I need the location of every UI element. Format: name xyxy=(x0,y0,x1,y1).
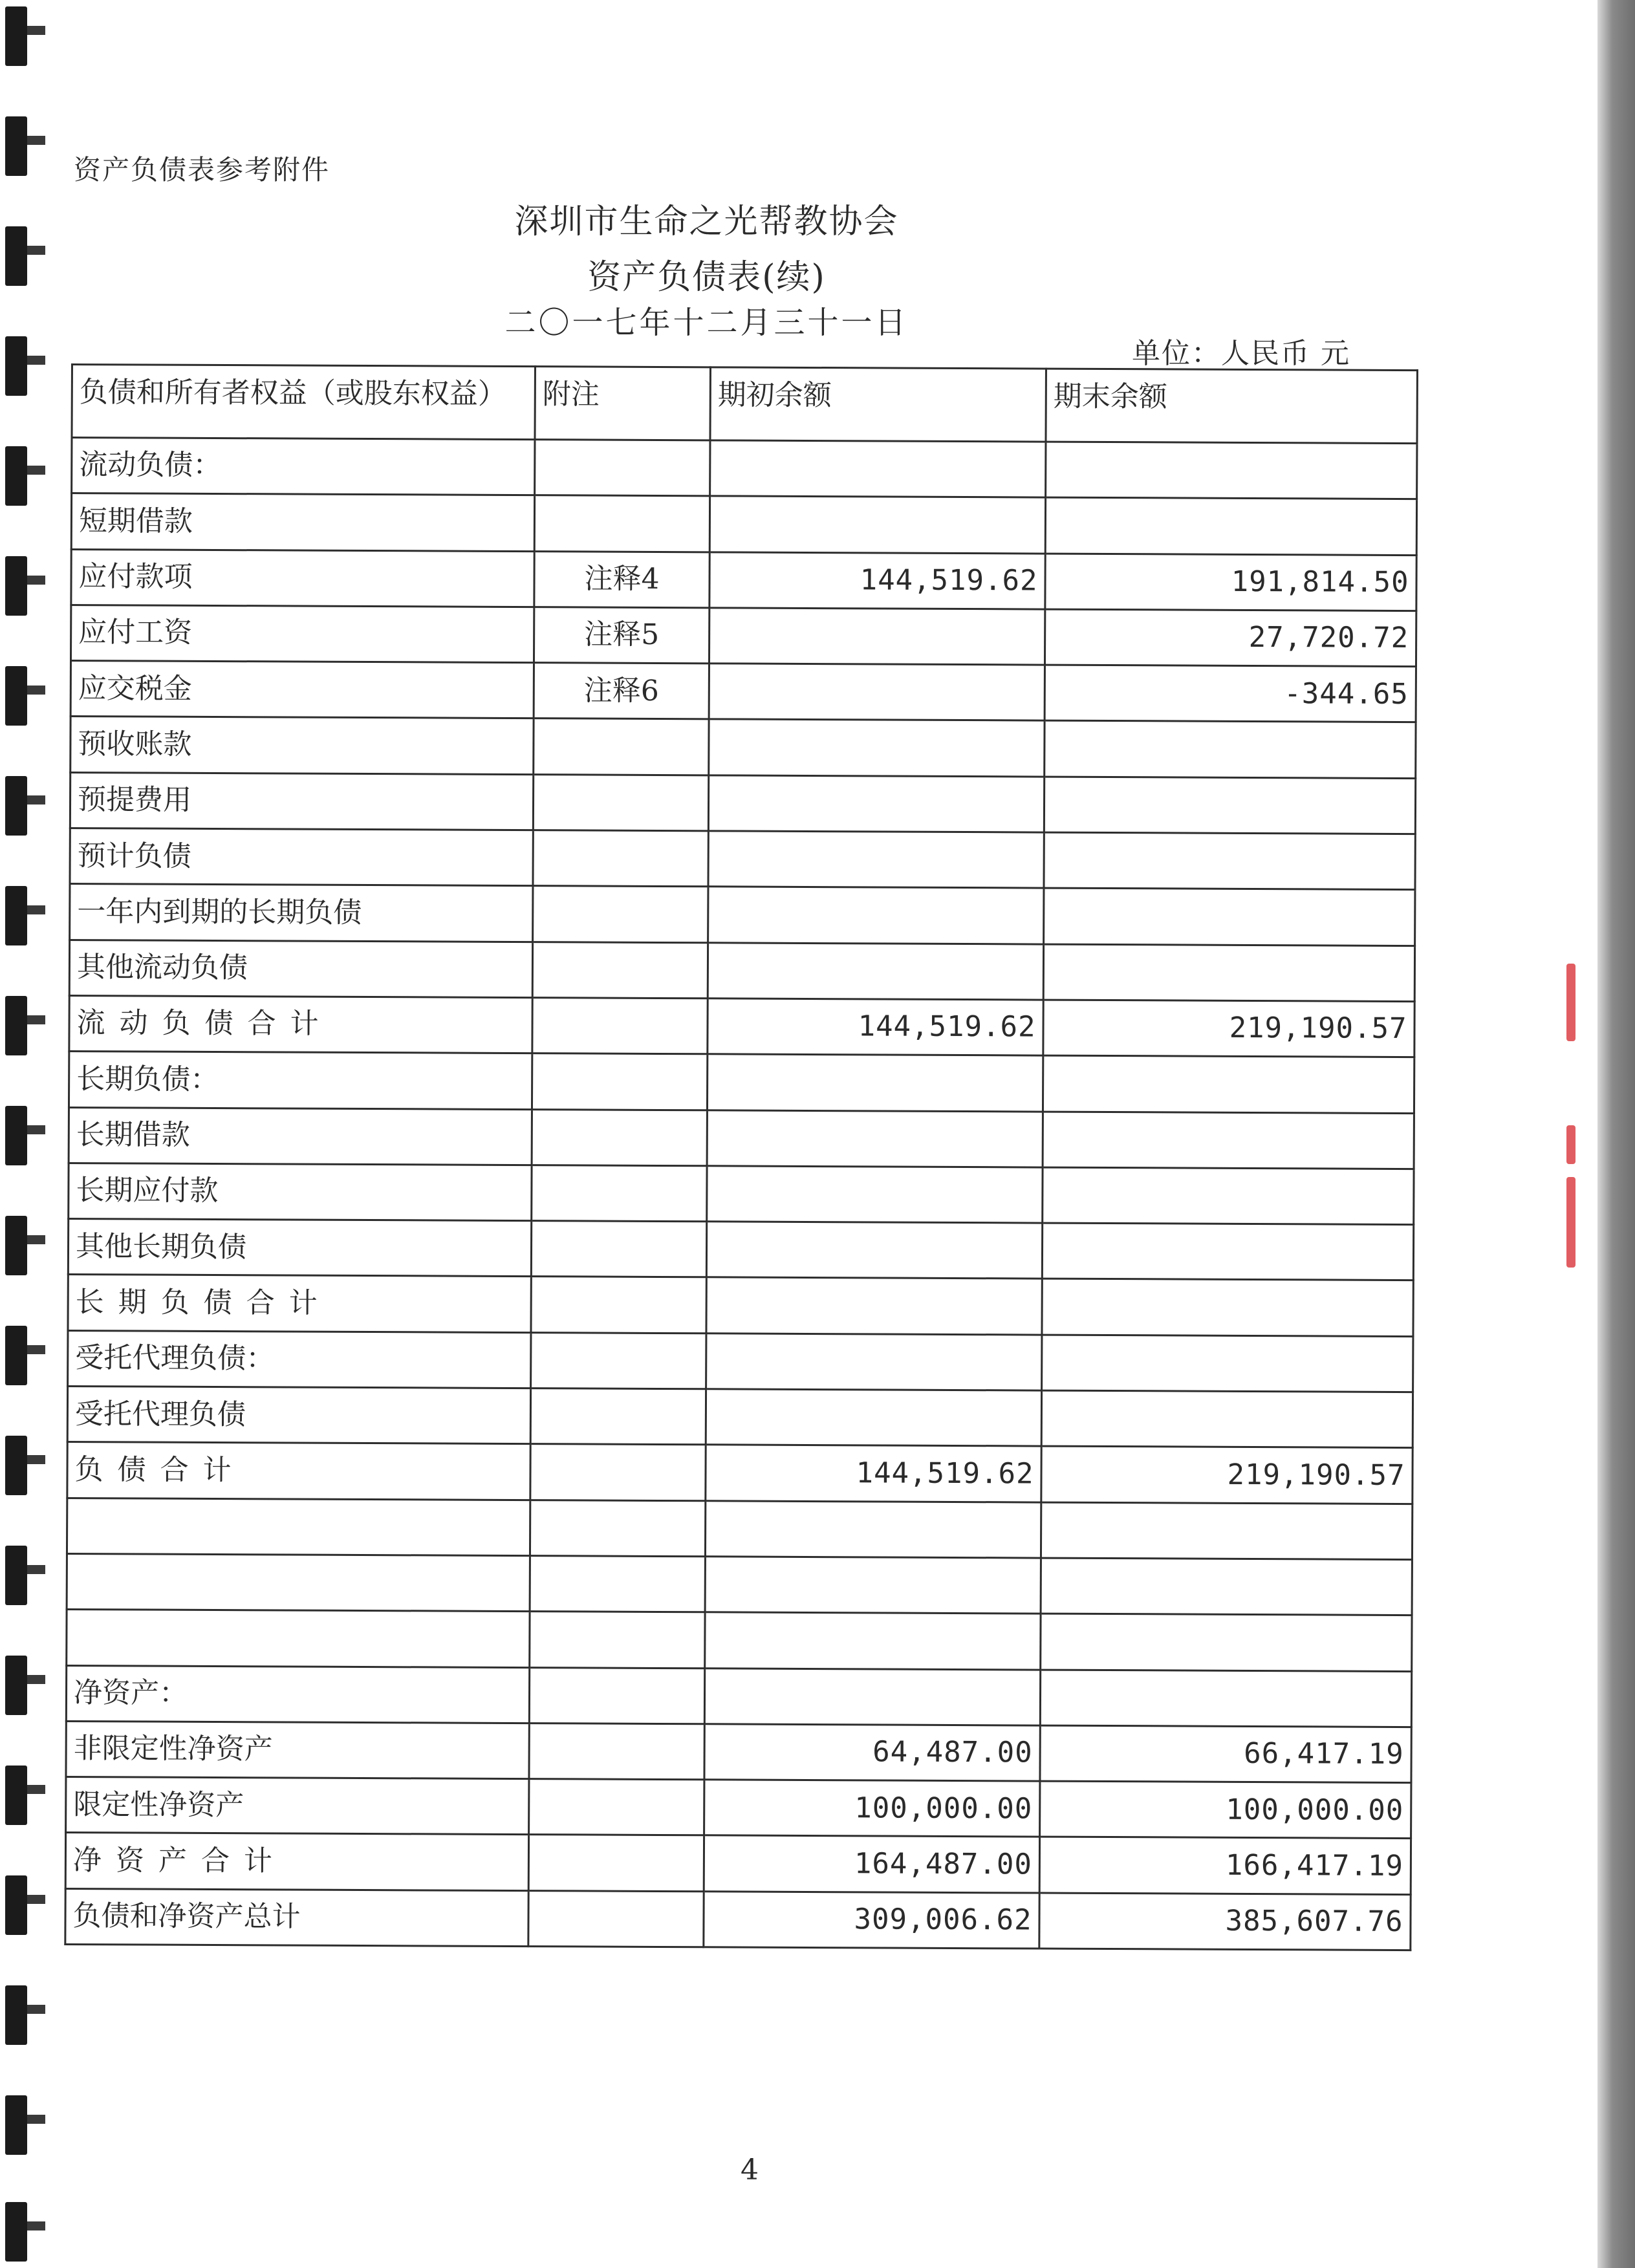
table-row xyxy=(70,884,1415,945)
table-row xyxy=(71,493,1416,555)
row-opening-balance xyxy=(709,719,1045,777)
binding-hole xyxy=(5,1875,27,1935)
row-note xyxy=(530,1388,706,1445)
row-label: 受托代理负债： xyxy=(68,1330,531,1388)
scan-edge-shadow xyxy=(1597,0,1635,2268)
row-note xyxy=(532,1165,707,1221)
row-opening-balance xyxy=(706,1277,1042,1335)
row-label xyxy=(67,1498,530,1555)
row-note xyxy=(535,440,710,496)
table-row xyxy=(67,1498,1412,1559)
table-row xyxy=(70,828,1415,890)
row-opening-balance xyxy=(708,831,1044,889)
binding-hole xyxy=(5,886,27,945)
row-label: 一年内到期的长期负债 xyxy=(70,884,533,942)
report-date: 二〇一七年十二月三十一日 xyxy=(504,305,909,341)
binding-hole xyxy=(5,1106,27,1165)
row-note xyxy=(528,1890,704,1947)
table-row xyxy=(69,1052,1414,1113)
row-closing-balance xyxy=(1040,1670,1411,1727)
row-closing-balance xyxy=(1042,1279,1413,1337)
row-note xyxy=(532,942,708,998)
row-closing-balance xyxy=(1043,1167,1414,1225)
row-closing-balance xyxy=(1041,1390,1413,1448)
table-row xyxy=(69,995,1414,1057)
row-note xyxy=(530,1612,705,1668)
row-closing-balance xyxy=(1045,721,1416,779)
row-closing-balance xyxy=(1041,1502,1412,1560)
row-closing-balance xyxy=(1042,1335,1413,1392)
row-label: 应付工资 xyxy=(70,605,534,662)
row-closing-balance: 100,000.00 xyxy=(1040,1781,1411,1839)
row-note: 注释5 xyxy=(534,607,709,664)
row-closing-balance: -344.65 xyxy=(1045,665,1416,722)
row-label xyxy=(67,1553,530,1611)
binding-hole xyxy=(5,1216,27,1275)
row-label: 其他长期负债 xyxy=(68,1219,531,1277)
row-closing-balance xyxy=(1041,1558,1412,1615)
column-header-opening: 期初余额 xyxy=(710,367,1046,442)
binding-hole xyxy=(5,1326,27,1385)
binding-hole xyxy=(5,996,27,1055)
row-opening-balance xyxy=(704,1668,1040,1725)
row-closing-balance: 385,607.76 xyxy=(1039,1893,1411,1950)
row-note: 注释6 xyxy=(534,663,709,719)
row-label: 负债和净资产总计 xyxy=(65,1888,528,1946)
binding-hole xyxy=(5,6,27,66)
row-closing-balance xyxy=(1043,944,1414,1002)
red-seal-fragment xyxy=(1566,1125,1575,1164)
table-row xyxy=(69,1163,1414,1224)
binding-hole xyxy=(5,1546,27,1605)
row-opening-balance xyxy=(706,1389,1041,1447)
table-row xyxy=(69,1107,1414,1169)
row-label: 非限定性净资产 xyxy=(66,1721,529,1778)
row-label: 流动负债： xyxy=(72,438,535,495)
table-row xyxy=(67,1387,1413,1448)
balance-sheet-table xyxy=(64,363,1418,1951)
row-note xyxy=(534,495,709,552)
binding-hole xyxy=(5,1436,27,1495)
row-label: 流动负债合计 xyxy=(69,995,532,1053)
row-opening-balance xyxy=(705,1500,1041,1558)
row-note xyxy=(534,718,709,775)
row-note xyxy=(530,1556,705,1612)
binding-hole xyxy=(5,336,27,396)
row-note xyxy=(528,1835,704,1891)
row-note xyxy=(530,1444,706,1500)
row-opening-balance: 100,000.00 xyxy=(704,1780,1040,1837)
row-opening-balance xyxy=(708,775,1044,833)
organization-name: 深圳市生命之光帮教协会 xyxy=(514,202,899,241)
table-row xyxy=(71,549,1416,610)
row-opening-balance: 144,519.62 xyxy=(708,999,1043,1056)
row-closing-balance xyxy=(1043,1055,1414,1113)
row-opening-balance xyxy=(709,664,1045,721)
currency-unit: 单位：人民币 元 xyxy=(1132,337,1350,370)
row-opening-balance: 164,487.00 xyxy=(704,1835,1039,1893)
binding-hole xyxy=(5,1656,27,1715)
table-row xyxy=(70,772,1415,834)
table-row xyxy=(66,1777,1411,1839)
table-row xyxy=(70,605,1416,666)
row-note xyxy=(533,774,708,830)
row-closing-balance xyxy=(1046,442,1417,499)
column-header-note: 附注 xyxy=(535,367,710,440)
table-header-row xyxy=(72,365,1417,444)
row-opening-balance xyxy=(706,1334,1042,1391)
page-number: 4 xyxy=(741,2154,759,2187)
binding-hole xyxy=(5,1766,27,1825)
row-opening-balance xyxy=(709,608,1045,665)
table-row xyxy=(68,1275,1413,1336)
row-label: 长期负债： xyxy=(69,1052,532,1109)
row-opening-balance xyxy=(705,1612,1041,1670)
row-note xyxy=(532,998,708,1054)
red-seal-fragment xyxy=(1566,964,1575,1041)
table-row xyxy=(65,1833,1411,1894)
row-opening-balance xyxy=(707,1166,1043,1224)
table-row xyxy=(66,1721,1411,1782)
row-label xyxy=(67,1610,530,1667)
row-opening-balance: 309,006.62 xyxy=(704,1892,1039,1949)
row-note: 注释4 xyxy=(534,551,709,607)
table-row xyxy=(70,661,1416,722)
row-label: 预收账款 xyxy=(70,717,534,774)
row-note xyxy=(529,1667,704,1723)
row-label: 应付款项 xyxy=(71,549,534,607)
row-label: 限定性净资产 xyxy=(66,1777,529,1835)
row-opening-balance: 64,487.00 xyxy=(704,1724,1040,1782)
row-label: 短期借款 xyxy=(71,493,534,551)
row-opening-balance xyxy=(708,887,1044,944)
row-closing-balance xyxy=(1041,1614,1412,1671)
row-opening-balance xyxy=(705,1557,1041,1614)
row-note xyxy=(529,1723,704,1779)
table-row xyxy=(72,438,1417,499)
row-note xyxy=(532,1109,707,1165)
row-label: 预计负债 xyxy=(70,828,533,886)
row-label: 长期借款 xyxy=(69,1107,532,1165)
row-note xyxy=(532,1053,707,1110)
row-opening-balance xyxy=(709,496,1045,554)
table-row xyxy=(67,1442,1413,1504)
row-label: 长期应付款 xyxy=(69,1163,532,1220)
row-closing-balance: 219,190.57 xyxy=(1041,1446,1413,1504)
binding-hole xyxy=(5,2095,27,2155)
binding-hole xyxy=(5,446,27,506)
row-closing-balance: 27,720.72 xyxy=(1045,609,1416,667)
row-note xyxy=(531,1277,706,1333)
row-note xyxy=(529,1779,704,1835)
row-opening-balance: 144,519.62 xyxy=(706,1445,1041,1502)
binding-hole xyxy=(5,666,27,726)
table-row xyxy=(65,1888,1411,1950)
row-label: 其他流动负债 xyxy=(69,940,532,997)
row-closing-balance xyxy=(1044,832,1415,890)
table-row xyxy=(68,1330,1413,1392)
row-opening-balance xyxy=(708,942,1043,1000)
attachment-label: 资产负债表参考附件 xyxy=(74,154,330,186)
table-row xyxy=(67,1610,1412,1671)
binding-hole xyxy=(5,2202,27,2262)
row-opening-balance: 144,519.62 xyxy=(709,552,1045,609)
row-closing-balance xyxy=(1045,497,1416,555)
row-label: 净资产： xyxy=(66,1665,529,1723)
row-label: 长期负债合计 xyxy=(68,1275,531,1332)
table-row xyxy=(70,717,1416,778)
row-closing-balance xyxy=(1044,888,1415,945)
row-opening-balance xyxy=(707,1054,1043,1112)
row-note xyxy=(533,886,708,942)
row-label: 负债合计 xyxy=(67,1442,530,1500)
row-closing-balance: 166,417.19 xyxy=(1039,1837,1411,1894)
column-header-closing: 期末余额 xyxy=(1046,369,1417,444)
row-closing-balance xyxy=(1043,1112,1414,1169)
table-row xyxy=(68,1219,1413,1280)
table-row xyxy=(67,1553,1412,1615)
binding-hole xyxy=(5,1985,27,2045)
row-closing-balance: 66,417.19 xyxy=(1040,1725,1411,1783)
binding-hole xyxy=(5,776,27,836)
row-note xyxy=(531,1332,706,1388)
row-note xyxy=(531,1221,706,1277)
row-label: 应交税金 xyxy=(70,661,534,718)
row-closing-balance xyxy=(1044,777,1415,834)
row-label: 净资产合计 xyxy=(65,1833,528,1890)
table-row xyxy=(66,1665,1411,1727)
row-note xyxy=(530,1500,705,1556)
row-closing-balance: 219,190.57 xyxy=(1043,1000,1414,1057)
row-label: 预提费用 xyxy=(70,772,533,830)
row-note xyxy=(533,830,708,887)
row-opening-balance xyxy=(707,1110,1043,1167)
row-opening-balance xyxy=(706,1222,1042,1279)
document-title: 资产负债表(续) xyxy=(587,258,826,297)
row-closing-balance: 191,814.50 xyxy=(1045,554,1416,611)
column-header-item: 负债和所有者权益（或股东权益） xyxy=(72,365,535,440)
row-label: 受托代理负债 xyxy=(67,1387,530,1444)
binding-hole xyxy=(5,116,27,176)
red-seal-fragment xyxy=(1566,1177,1575,1268)
row-opening-balance xyxy=(710,440,1046,498)
binding-hole xyxy=(5,556,27,616)
table-row xyxy=(69,940,1414,1001)
row-closing-balance xyxy=(1042,1223,1413,1280)
